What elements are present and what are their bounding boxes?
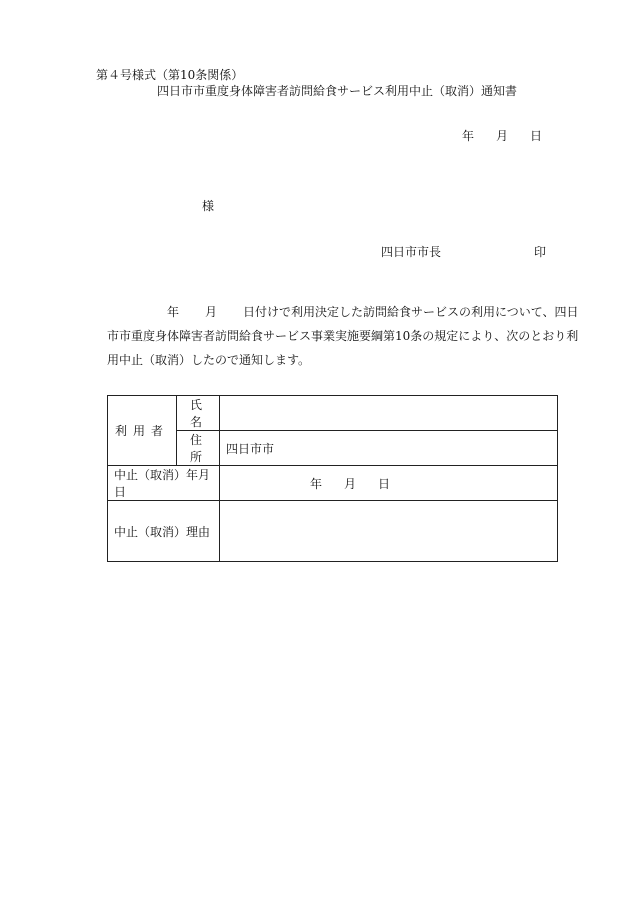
form-number: 第４号様式（第10条関係） [96, 68, 244, 82]
stop-date-label-cell: 中止（取消）年月日 [108, 466, 220, 501]
notice-body-line-2: 市市重度身体障害者訪問給食サービス事業実施要綱第10条の規定により、次のとおり利 [107, 329, 579, 343]
stop-date-year-label: 年 [310, 476, 323, 491]
notice-table [107, 395, 558, 562]
stop-date-month-label: 月 [344, 476, 357, 491]
stop-date-value-cell[interactable] [220, 466, 558, 501]
notice-body [107, 300, 579, 372]
notice-body-line-1 [107, 300, 579, 324]
name-label-cell: 氏名 [177, 396, 220, 431]
issue-date [462, 127, 542, 144]
issuer-name: 四日市市長 [381, 245, 442, 259]
body-month-label: 月 [205, 305, 218, 319]
body-year-label: 年 [167, 305, 180, 319]
issue-date-day-label: 日 [530, 129, 543, 143]
notice-body-line-3: 用中止（取消）したので通知します。 [107, 353, 311, 367]
issue-date-month-label: 月 [496, 129, 509, 143]
name-value-cell[interactable] [220, 396, 558, 431]
address-value-cell[interactable]: 四日市市 [220, 431, 558, 466]
recipient-honorific: 様 [202, 199, 215, 213]
issue-date-year-label: 年 [462, 129, 475, 143]
address-label-cell: 住所 [177, 431, 220, 466]
user-label-cell: 利用者 [108, 396, 177, 466]
reason-value-cell[interactable] [220, 501, 558, 562]
body-line1-text: 日付けで利用決定した訪問給食サービスの利用について、四日 [243, 305, 579, 319]
seal-mark: 印 [534, 245, 547, 259]
document-title: 四日市市重度身体障害者訪問給食サービス利用中止（取消）通知書 [157, 84, 518, 98]
stop-date-day-label: 日 [378, 476, 391, 491]
reason-label-cell: 中止（取消）理由 [108, 501, 220, 562]
